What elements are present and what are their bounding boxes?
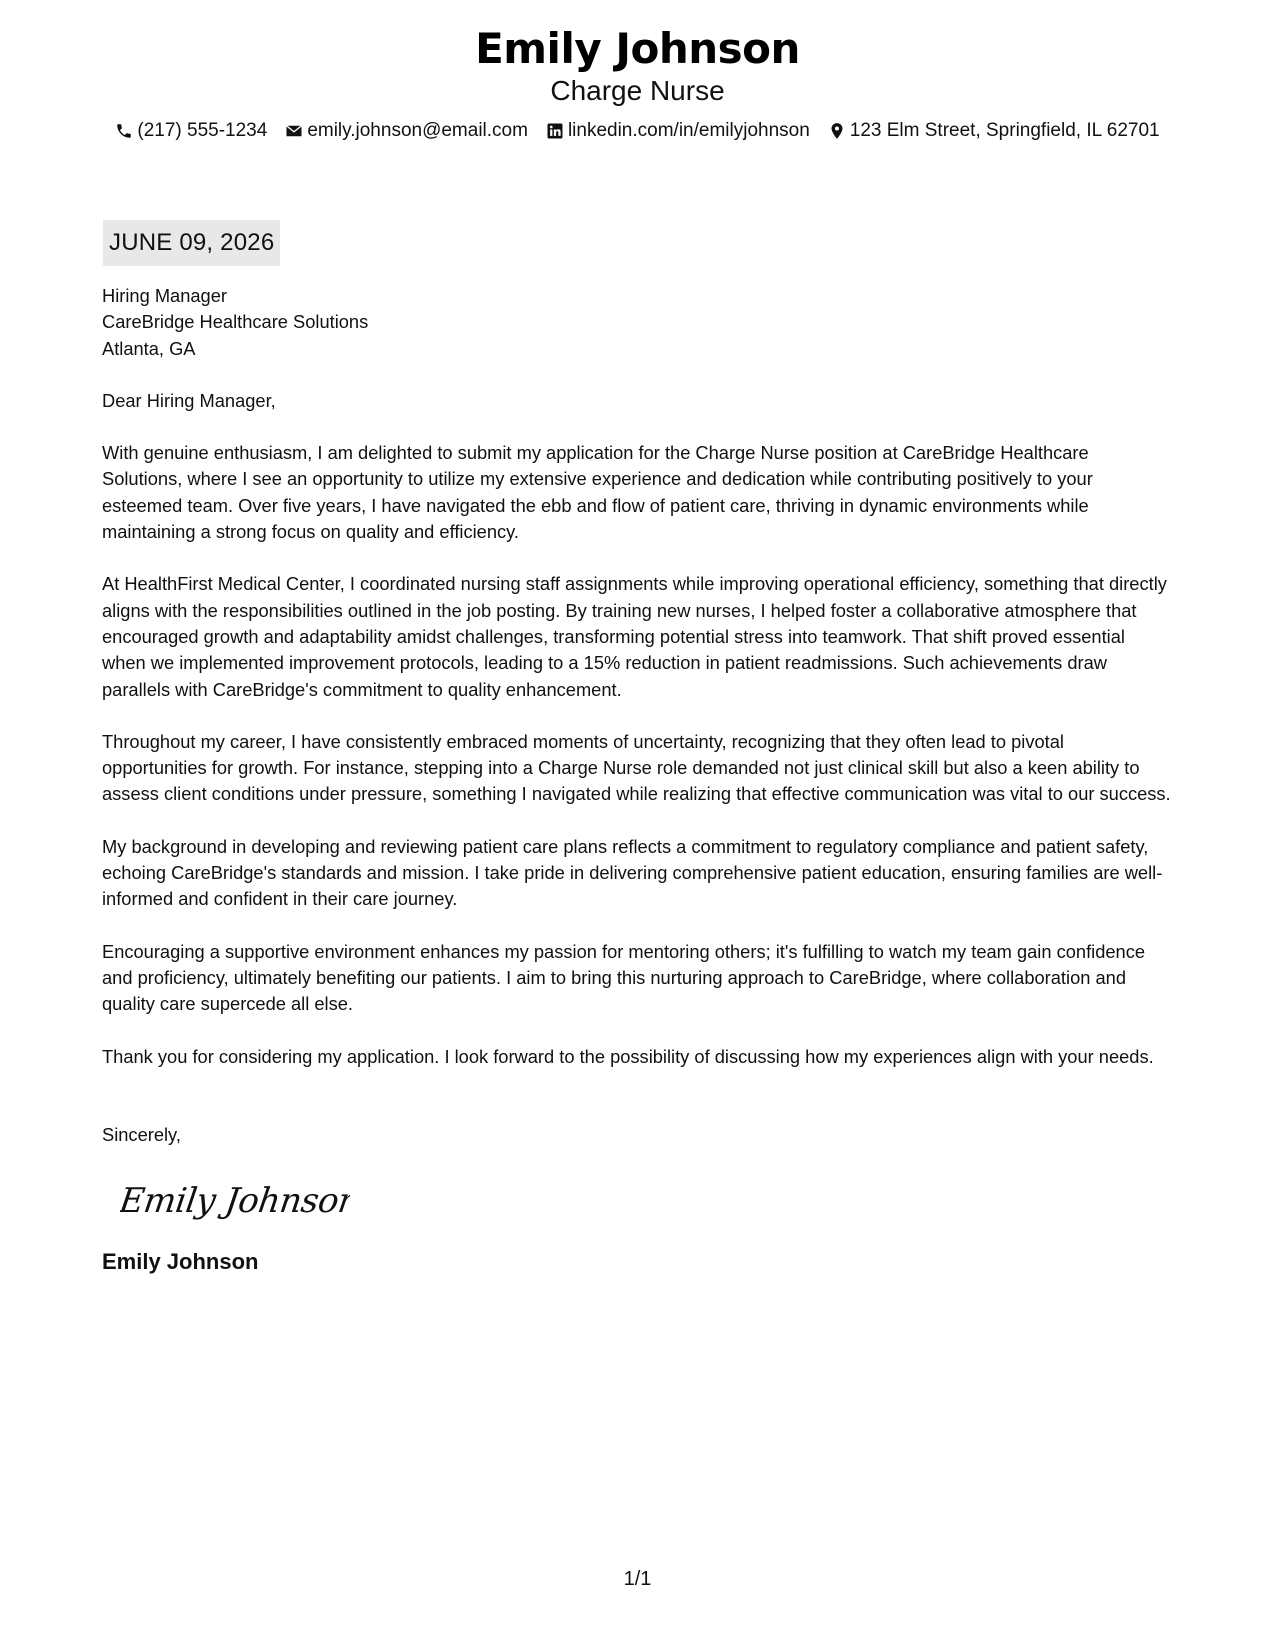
job-title: Charge Nurse: [550, 75, 725, 106]
handwritten-signature: [120, 1170, 350, 1230]
paragraph-3: Throughout my career, I have consistently embraced moments of uncertainty, recognizing that they often lead to pivotal opportunities for growth. For instance, stepping into a Charge Nurse role demanded not just clinical skill but also a keen ability to assess client conditions under pressure, something I navigated while realizing that effective communication was vital to our success.: [102, 730, 1171, 805]
paragraph-2: At HealthFirst Medical Center, I coordinated nursing staff assignments while improving operational efficiency, something that directly aligns with the responsibilities outlined in the job posting. By training new nurses, I helped foster a collaborative atmosphere that encouraged growth and adaptability amidst challenges, transforming potential stress into teamwork. That shift proved essential when we implemented improvement protocols, leading to a 15% reduction in patient readmissions. Such achievements draw parallels with CareBridge's commitment to quality enhancement.: [102, 573, 1167, 700]
letter-header: [0, 22, 1275, 144]
page-number: 1/1: [623, 1568, 652, 1590]
envelope-icon: [285, 122, 303, 140]
applicant-name: Emily Johnson: [475, 24, 800, 73]
linkedin-icon: [546, 122, 564, 140]
letter-body: [102, 220, 1172, 1277]
recipient-company: CareBridge Healthcare Solutions: [102, 311, 369, 333]
recipient-location: Atlanta, GA: [102, 337, 196, 359]
paragraph-5: Encouraging a supportive environment enhances my passion for mentoring others; it's fulfilling to watch my team gain confidence and proficiency, ultimately benefiting our patients. I aim to bring this nurturing approach to CareBridge, where collaboration and quality care supercede all else.: [102, 940, 1146, 1015]
recipient-title: Hiring Manager: [102, 285, 227, 306]
contact-address: [828, 118, 1160, 144]
paragraph-4: My background in developing and reviewing patient care plans reflects a commitment to regulatory compliance and patient safety, echoing CareBridge's standards and mission. I take pride in delivering comprehensive patient education, ensuring families are well-informed and confident in their care journey.: [102, 835, 1163, 910]
email-text: emily.johnson@email.com: [307, 120, 528, 141]
svg-text:Emily Johnson: Emily Johnson: [120, 1181, 350, 1222]
signer-name: Emily Johnson: [102, 1249, 259, 1275]
contact-email[interactable]: [285, 118, 528, 144]
recipient-block: [102, 283, 1172, 362]
contact-linkedin[interactable]: [546, 118, 810, 144]
salutation: Dear Hiring Manager,: [102, 389, 276, 411]
contact-phone[interactable]: [115, 118, 267, 144]
address-text: 123 Elm Street, Springfield, IL 62701: [849, 120, 1160, 141]
phone-text: (217) 555-1234: [137, 120, 268, 141]
linkedin-text: linkedin.com/in/emilyjohnson: [567, 120, 810, 141]
letter-date: JUNE 09, 2026: [103, 220, 280, 266]
contact-info: [0, 118, 1275, 144]
map-marker-icon: [828, 122, 846, 140]
closing: Sincerely,: [102, 1123, 181, 1145]
paragraph-6: Thank you for considering my application. I look forward to the possibility of discussing how my experiences align with your needs.: [102, 1045, 1154, 1067]
paragraph-1: With genuine enthusiasm, I am delighted to submit my application for the Charge Nurse position at CareBridge Healthcare Solutions, where I see an opportunity to utilize my extensive experience and dedication while contributing positively to your esteemed team. Over five years, I have navigated the ebb and flow of patient care, thriving in dynamic environments while maintaining a strong focus on quality and efficiency.: [102, 442, 1093, 543]
phone-icon: [115, 122, 133, 140]
